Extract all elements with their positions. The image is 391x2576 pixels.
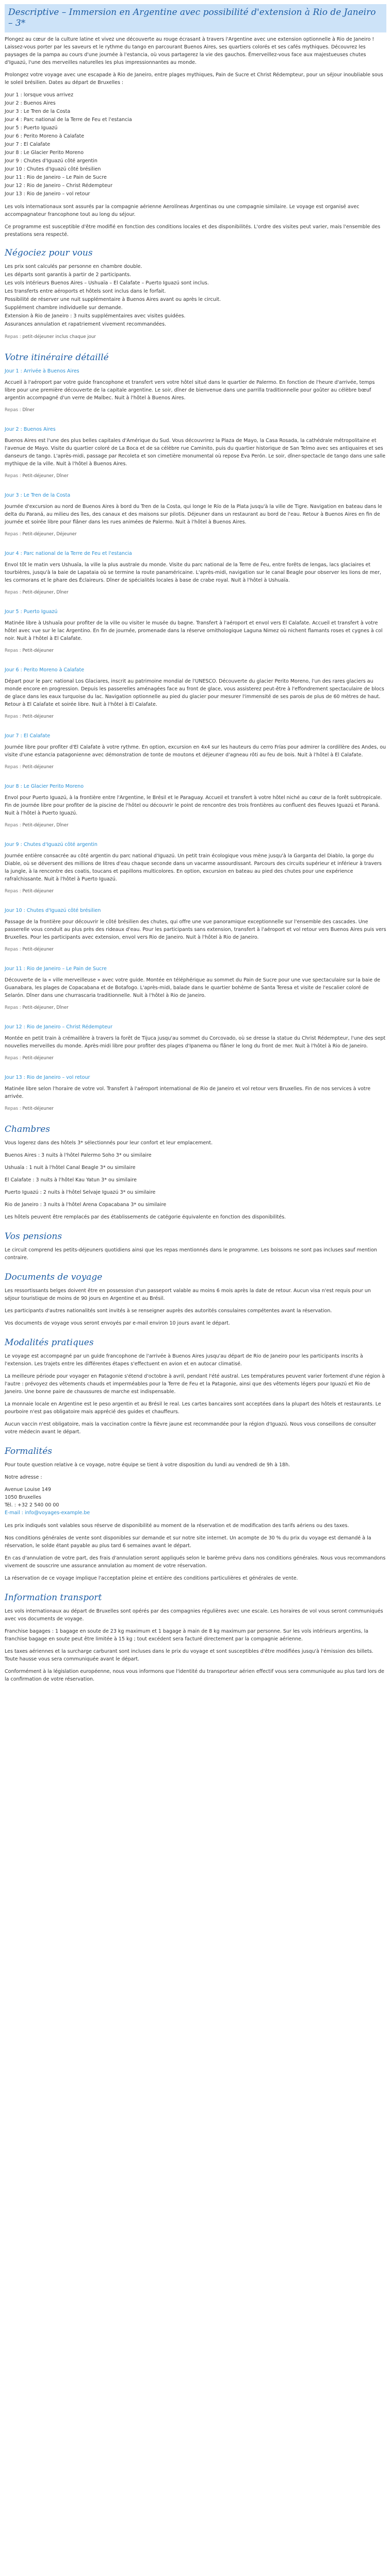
itinerary-days xyxy=(5,367,386,1113)
address-line: 1050 Bruxelles xyxy=(5,1495,41,1500)
day-meals xyxy=(5,764,386,771)
day-text: Matinée libre selon l'horaire de votre vol. Transfert à l'aéroport international de Rio de Janeiro et vol retour vers Bruxelles. Fin de nos services à votre arrivée. xyxy=(5,1086,371,1099)
chambres-line: Rio de Janeiro : 3 nuits à l'hôtel Arena Copacabana 3* ou similaire xyxy=(5,1202,167,1208)
meals-value: Petit-déjeuner xyxy=(22,765,54,770)
intro-paragraph: Prolongez votre voyage avec une escapade à Rio de Janeiro, entre plages mythiques, Pain de Sucre et Christ Rédempteur, pour un séjour inoubliable sous le soleil brésilien. Dates au départ de Bruxelles : xyxy=(5,72,383,86)
meals-label: Repas : xyxy=(5,532,21,537)
meals-label: Repas : xyxy=(5,765,21,770)
day-text: Départ pour le parc national Los Glaciares, inscrit au patrimoine mondial de l'UNESCO. Découverte du glacier Perito Moreno, l'un des rares glaciers au monde encore en progression. Depuis les passerelles aménagées face au front de glace, vous assisterez peut-être à l'effondrement spectaculaire de blocs de glace dans les eaux turquoise du lac. Navigation optionnelle au pied du glacier pour mesurer l'immensité de ses parois de plus de 60 mètres de haut. Retour à El Calafate et soirée libre. Nuit à l'hôtel à El Calafate. xyxy=(5,679,384,707)
address-line: Avenue Louise 149 xyxy=(5,1487,51,1493)
intro-paragraph: Plongez au cœur de la culture latine et vivez une découverte au rouge écrasant à travers l'Argentine avec une extension optionnelle à Rio de Janeiro ! Laissez-vous porter par les saveurs et le rythme du tango en parcourant Buenos Aires, ses quartiers colorés et ses cafés mythiques. Découvrez les paysages de la pampa au cours d'une journée à l'estancia, où vous partagerez la vie des gauchos. Émerveillez-vous face aux majestueuses chutes d'Iguazú, l'une des merveilles naturelles les plus impressionnantes au monde. xyxy=(5,37,374,65)
meals-label: Repas : xyxy=(5,947,21,952)
meals-label: Repas : xyxy=(5,648,21,653)
meals-value: Petit-déjeuner xyxy=(22,714,54,719)
day-block xyxy=(5,608,386,655)
list-item: Assurances annulation et rapatriement vivement recommandées. xyxy=(5,321,167,327)
section-title-documents: Documents de voyage xyxy=(5,1272,103,1282)
list-item: Jour 12 : Rio de Janeiro – Christ Rédempteur xyxy=(5,183,112,189)
day-text: Journée libre pour profiter d'El Calafate à votre rythme. En option, excursion en 4x4 sur les hauteurs du cerro Frías pour admirer la cordillère des Andes, ou visite d'une estancia patagonienne avec démonstration de tonte de moutons et déjeuner d'agneau rôti au feu de bois. Nuit à l'hôtel à El Calafate. xyxy=(5,744,386,758)
day-text: Matinée libre à Ushuaïa pour profiter de la ville ou visiter le musée du bagne. Transfert à l'aéroport et envol vers El Calafate. Accueil et transfert à votre hôtel avec vue sur le lac Argentino. En fin de journée, promenade dans la réserve ornithologique Laguna Nimez où nichent flamants roses et cygnes à col noir. Nuit à l'hôtel à El Calafate. xyxy=(5,620,383,641)
day-meals xyxy=(5,531,386,538)
list-item: Jour 6 : Perito Moreno à Calafate xyxy=(5,133,85,139)
list-item: Jour 3 : Le Tren de la Costa xyxy=(5,109,71,114)
day-text: Journée d'excursion au nord de Buenos Aires à bord du Tren de la Costa, qui longe le Río de la Plata jusqu'à la ville de Tigre. Navigation en bateau dans le delta du Paraná, au milieu des îles, des canaux et des maisons sur pilotis. Déjeuner dans un restaurant au bord de l'eau. Retour à Buenos Aires en fin de journée et soirée libre pour flâner dans les rues animées de Palermo. Nuit à l'hôtel à Buenos Aires. xyxy=(5,504,382,525)
day-block xyxy=(5,965,386,1012)
day-meals xyxy=(5,589,386,597)
dates-list xyxy=(5,91,386,198)
meals-label: Repas : xyxy=(5,714,21,719)
meals-label: Repas : xyxy=(5,1056,21,1061)
day-block xyxy=(5,732,386,771)
title-bar xyxy=(5,4,386,32)
list-item: Jour 10 : Chutes d'Iguazú côté brésilien xyxy=(5,166,101,172)
documents-paragraph: Les participants d'autres nationalités sont invités à se renseigner auprès des autorités consulaires compétentes avant la réservation. xyxy=(5,1308,332,1314)
day-text: Passage de la frontière pour découvrir le côté brésilien des chutes, qui offre une vue panoramique exceptionnelle sur l'ensemble des cascades. Une passerelle vous conduit au plus près des rideaux d'eau. Pour les participants sans extension, transfert à l'aéroport et vol retour vers Buenos Aires puis vers Bruxelles. Pour les participants avec extension, envol vers Rio de Janeiro. Nuit à l'hôtel à Rio de Janeiro. xyxy=(5,919,386,940)
day-meals xyxy=(5,946,386,954)
depart-list xyxy=(5,263,386,328)
day-title: Jour 8 : Le Glacier Perito Moreno xyxy=(5,784,84,789)
day-meals xyxy=(5,822,386,829)
day-meals xyxy=(5,647,386,655)
list-item: Jour 8 : Le Glacier Perito Moreno xyxy=(5,150,84,156)
list-item: Jour 11 : Rio de Janeiro – Le Pain de Sucre xyxy=(5,175,107,180)
list-item: Jour 2 : Buenos Aires xyxy=(5,100,56,106)
day-block xyxy=(5,550,386,597)
depart-meals xyxy=(5,333,386,341)
section-title-depart: Négociez pour vous xyxy=(5,248,93,258)
modalites-paragraph: Aucun vaccin n'est obligatoire, mais la vaccination contre la fièvre jaune est recommandée pour la région d'Iguazú. Nous vous conseillons de consulter votre médecin avant le départ. xyxy=(5,1421,377,1435)
day-title: Jour 6 : Perito Moreno à Calafate xyxy=(5,667,85,673)
chambres-note: Les hôtels peuvent être remplacés par des établissements de catégorie équivalente en fonction des disponibilités. xyxy=(5,1214,286,1220)
day-block xyxy=(5,367,386,414)
section-title-contact: Formalités xyxy=(5,1446,52,1456)
meals-value: Petit-déjeuner, Déjeuner xyxy=(22,532,77,537)
day-block xyxy=(5,907,386,954)
meals-value: Petit-déjeuner, Dîner xyxy=(22,590,69,595)
address-line[interactable]: E-mail : info@voyages-example.be xyxy=(5,1510,90,1516)
contact-paragraph: La réservation de ce voyage implique l'acceptation pleine et entière des conditions particulières et générales de vente. xyxy=(5,1575,298,1581)
day-text: Envol tôt le matin vers Ushuaïa, la ville la plus australe du monde. Visite du parc national de la Terre de Feu, entre forêts de lengas, lacs glaciaires et tourbières, jusqu'à la baie de Lapataia où se termine la route panaméricaine. L'après-midi, navigation sur le canal Beagle pour observer les lions de mer, les cormorans et le phare des Éclaireurs. Dîner de spécialités locales à base de crabe royal. Nuit à l'hôtel à Ushuaïa. xyxy=(5,562,381,583)
day-block xyxy=(5,492,386,538)
day-meals xyxy=(5,406,386,414)
day-block xyxy=(5,783,386,829)
section-title-info: Information transport xyxy=(5,1592,102,1603)
info-paragraph: Les vols internationaux au départ de Bruxelles sont opérés par des compagnies régulières avec une escale. Les horaires de vol vous seront communiqués avec vos documents de voyage. xyxy=(5,1608,383,1622)
meals-label: Repas : xyxy=(5,334,21,340)
section-title-chambres: Chambres xyxy=(5,1124,51,1134)
day-title: Jour 11 : Rio de Janeiro – Le Pain de Sucre xyxy=(5,966,107,972)
day-title: Jour 5 : Puerto Iguazú xyxy=(5,609,58,615)
list-item: Jour 4 : Parc national de la Terre de Feu et l'estancia xyxy=(5,117,132,123)
day-title: Jour 13 : Rio de Janeiro – vol retour xyxy=(5,1075,90,1080)
day-text: Journée entière consacrée au côté argentin du parc national d'Iguazú. Un petit train écologique vous mène jusqu'à la Garganta del Diablo, la gorge du Diable, où se déversent des millions de litres d'eau chaque seconde dans un vacarme assourdissant. Parcours des circuits supérieur et inférieur à travers la jungle, à la rencontre des coatis, toucans et papillons multicolores. En option, excursion en bateau au pied des chutes pour une expérience rafraîchissante. Nuit à l'hôtel à Puerto Iguazú. xyxy=(5,853,382,882)
meals-label: Repas : xyxy=(5,823,21,828)
contact-paragraph: En cas d'annulation de votre part, des frais d'annulation seront appliqués selon le barème prévu dans nos conditions générales. Nous vous recommandons vivement de souscrire une assurance annulation au moment de votre réservation. xyxy=(5,1555,386,1569)
list-item: Possibilité de réserver une nuit supplémentaire à Buenos Aires avant ou après le circuit. xyxy=(5,297,221,302)
list-item: Jour 7 : El Calafate xyxy=(5,142,51,147)
documents-paragraph: Vos documents de voyage vous seront envoyés par e-mail environ 10 jours avant le départ. xyxy=(5,1320,230,1326)
meals-value: Petit-déjeuner, Dîner xyxy=(22,473,69,479)
contact-paragraph: Pour toute question relative à ce voyage, notre équipe se tient à votre disposition du lundi au vendredi de 9h à 18h. xyxy=(5,1462,290,1468)
day-text: Découverte de la « ville merveilleuse » avec votre guide. Montée en téléphérique au sommet du Pain de Sucre pour une vue spectaculaire sur la baie de Guanabara, les plages de Copacabana et de Botafogo. L'après-midi, balade dans le quartier bohème de Santa Teresa et visite de l'escalier coloré de Selarón. Dîner dans une churrascaria traditionnelle. Nuit à l'hôtel à Rio de Janeiro. xyxy=(5,977,380,998)
meals-value: Petit-déjeuner xyxy=(22,947,54,952)
meals-value: Dîner xyxy=(22,408,35,413)
meals-value: Petit-déjeuner, Dîner xyxy=(22,1005,69,1010)
meals-label: Repas : xyxy=(5,1106,21,1111)
chambres-line: Buenos Aires : 3 nuits à l'hôtel Palermo Soho 3* ou similaire xyxy=(5,1153,152,1158)
chambres-line: Puerto Iguazú : 2 nuits à l'hôtel Selvaje Iguazú 3* ou similaire xyxy=(5,1190,156,1195)
meals-label: Repas : xyxy=(5,889,21,894)
list-item: Jour 9 : Chutes d'Iguazú côté argentin xyxy=(5,158,97,164)
day-title: Jour 4 : Parc national de la Terre de Feu et l'estancia xyxy=(5,551,132,556)
day-title: Jour 9 : Chutes d'Iguazú côté argentin xyxy=(5,842,97,848)
day-meals xyxy=(5,1004,386,1012)
section-title-modalites: Modalités pratiques xyxy=(5,1337,94,1348)
day-title: Jour 10 : Chutes d'Iguazú côté brésilien xyxy=(5,908,101,913)
list-item: Jour 5 : Puerto Iguazú xyxy=(5,125,58,131)
list-item: Jour 1 : lorsque vous arrivez xyxy=(5,92,74,98)
day-block xyxy=(5,1023,386,1062)
info-paragraph: Les taxes aériennes et la surcharge carburant sont incluses dans le prix du voyage et sont susceptibles d'être modifiées jusqu'à l'émission des billets. Toute hausse vous sera communiquée avant le départ. xyxy=(5,1649,373,1662)
day-block xyxy=(5,1074,386,1113)
day-text: Accueil à l'aéroport par votre guide francophone et transfert vers votre hôtel situé dans le quartier de Palermo. En fonction de l'heure d'arrivée, temps libre pour une première découverte de la capitale argentine. Le soir, dîner de bienvenue dans une parrilla traditionnelle pour goûter au célèbre bœuf argentin accompagné d'un verre de Malbec. Nuit à l'hôtel à Buenos Aires. xyxy=(5,380,375,401)
list-item: Les prix sont calculés par personne en chambre double. xyxy=(5,264,142,269)
list-item: Extension à Rio de Janeiro : 3 nuits supplémentaires avec visites guidées. xyxy=(5,313,186,319)
dates-footer: Les vols internationaux sont assurés par la compagnie aérienne Aerolíneas Argentinas ou une compagnie similaire. Le voyage est organisé avec accompagnateur francophone tout au long du séjour. xyxy=(5,204,360,217)
section-title-itinerary: Votre itinéraire détaillé xyxy=(5,352,109,363)
meals-value: Petit-déjeuner xyxy=(22,1056,54,1061)
list-item: Supplément chambre individuelle sur demande. xyxy=(5,305,123,311)
day-title: Jour 3 : Le Tren de la Costa xyxy=(5,493,71,498)
list-item: Les vols intérieurs Buenos Aires – Ushuaïa – El Calafate – Puerto Iguazú sont inclus. xyxy=(5,280,209,286)
day-text: Montée en petit train à crémaillère à travers la forêt de Tijuca jusqu'au sommet du Corcovado, où se dresse la statue du Christ Rédempteur, l'une des sept nouvelles merveilles du monde. Après-midi libre pour profiter des plages d'Ipanema ou flâner le long du front de mer. Nuit à l'hôtel à Rio de Janeiro. xyxy=(5,1036,386,1049)
list-item: Les départs sont garantis à partir de 2 participants. xyxy=(5,272,132,278)
meals-label: Repas : xyxy=(5,590,21,595)
day-meals xyxy=(5,713,386,721)
contact-address xyxy=(5,1486,386,1517)
day-title: Jour 7 : El Calafate xyxy=(5,733,51,739)
meals-value: Petit-déjeuner, Dîner xyxy=(22,823,69,828)
day-title: Jour 1 : Arrivée à Buenos Aires xyxy=(5,368,79,374)
contact-paragraph: Nos conditions générales de vente sont disponibles sur demande et sur notre site internet. Un acompte de 30 % du prix du voyage est demandé à la réservation, le solde étant payable au plus tard 6 semaines avant le départ. xyxy=(5,1535,371,1549)
day-meals xyxy=(5,888,386,895)
modalites-paragraph: La meilleure période pour voyager en Patagonie s'étend d'octobre à avril, pendant l'été austral. Les températures peuvent varier fortement d'une région à l'autre : prévoyez des vêtements chauds et imperméables pour la Terre de Feu et la Patagonie, ainsi que des vêtements légers pour Iguazú et Rio de Janeiro. Une bonne paire de chaussures de marche est indispensable. xyxy=(5,1374,385,1395)
meals-value: Petit-déjeuner xyxy=(22,648,54,653)
page-title: Descriptive – Immersion en Argentine avec possibilité d'extension à Rio de Janeiro – 3* xyxy=(8,7,376,28)
program-note: Ce programme est susceptible d'être modifié en fonction des conditions locales et des disponibilités. L'ordre des visites peut varier, mais l'ensemble des prestations sera respecté. xyxy=(5,224,381,238)
contact-paragraph: Les prix indiqués sont valables sous réserve de disponibilité au moment de la réservation et de modification des tarifs aériens ou des taxes. xyxy=(5,1523,349,1529)
day-meals xyxy=(5,1055,386,1062)
meals-value: petit-déjeuner inclus chaque jour xyxy=(22,334,96,340)
modalites-paragraph: La monnaie locale en Argentine est le peso argentin et au Brésil le real. Les cartes bancaires sont acceptées dans la plupart des hôtels et restaurants. Le pourboire n'est pas obligatoire mais apprécié des guides et chauffeurs. xyxy=(5,1401,381,1415)
chambres-line: El Calafate : 3 nuits à l'hôtel Kau Yatun 3* ou similaire xyxy=(5,1177,137,1183)
address-line: Tél. : +32 2 540 00 00 xyxy=(5,1502,59,1508)
modalites-paragraph: Le voyage est accompagné par un guide francophone de l'arrivée à Buenos Aires jusqu'au départ de Rio de Janeiro pour les participants inscrits à l'extension. Les trajets entre les différentes étapes s'effectuent en avion et en autocar climatisé. xyxy=(5,1353,363,1367)
meals-value: Petit-déjeuner xyxy=(22,1106,54,1111)
day-meals xyxy=(5,1105,386,1113)
list-item: Les transferts entre aéroports et hôtels sont inclus dans le forfait. xyxy=(5,289,166,294)
day-meals xyxy=(5,472,386,480)
meals-label: Repas : xyxy=(5,473,21,479)
day-text: Buenos Aires est l'une des plus belles capitales d'Amérique du Sud. Vous découvrirez la Plaza de Mayo, la Casa Rosada, la cathédrale métropolitaine et l'avenue de Mayo. Visite du quartier coloré de La Boca et de sa célèbre rue Caminito, puis du quartier historique de San Telmo avec ses antiquaires et ses danseurs de tango. L'après-midi, passage par Recoleta et son cimetière monumental où repose Eva Perón. Le soir, dîner-spectacle de tango dans une salle mythique de la ville. Nuit à l'hôtel à Buenos Aires. xyxy=(5,438,386,467)
day-block xyxy=(5,426,386,480)
day-block xyxy=(5,666,386,721)
list-item: Jour 13 : Rio de Janeiro – vol retour xyxy=(5,191,90,197)
meals-label: Repas : xyxy=(5,408,21,413)
info-paragraph: Conformément à la législation européenne, nous vous informons que l'identité du transporteur aérien effectif vous sera communiquée au plus tard lors de la confirmation de votre réservation. xyxy=(5,1669,385,1682)
section-title-pension: Vos pensions xyxy=(5,1231,62,1242)
info-paragraph: Franchise bagages : 1 bagage en soute de 23 kg maximum et 1 bagage à main de 8 kg maximum par personne. Sur les vols intérieurs argentins, la franchise bagage en soute peut être limitée à 15 kg ; tout excédent sera facturé directement par la compagnie aérienne. xyxy=(5,1629,369,1642)
pension-text: Le circuit comprend les petits-déjeuners quotidiens ainsi que les repas mentionnés dans le programme. Les boissons ne sont pas incluses sauf mention contraire. xyxy=(5,1247,377,1261)
day-title: Jour 12 : Rio de Janeiro – Christ Rédempteur xyxy=(5,1024,112,1030)
documents-paragraph: Les ressortissants belges doivent être en possession d'un passeport valable au moins 6 mois après la date de retour. Aucun visa n'est requis pour un séjour touristique de moins de 90 jours en Argentine et au Brésil. xyxy=(5,1288,371,1301)
chambres-line: Ushuaïa : 1 nuit à l'hôtel Canal Beagle 3* ou similaire xyxy=(5,1165,136,1171)
day-block xyxy=(5,841,386,895)
contact-address-label: Notre adresse : xyxy=(5,1475,42,1480)
chambres-intro: Vous logerez dans des hôtels 3* sélectionnés pour leur confort et leur emplacement. xyxy=(5,1140,213,1146)
day-title: Jour 2 : Buenos Aires xyxy=(5,427,56,432)
meals-value: Petit-déjeuner xyxy=(22,889,54,894)
day-text: Envol pour Puerto Iguazú, à la frontière entre l'Argentine, le Brésil et le Paraguay. Accueil et transfert à votre hôtel niché au cœur de la forêt subtropicale. Fin de journée libre pour profiter de la piscine de l'hôtel ou découvrir le point de rencontre des trois frontières au confluent des fleuves Iguazú et Paraná. Nuit à l'hôtel à Puerto Iguazú. xyxy=(5,795,382,816)
meals-label: Repas : xyxy=(5,1005,21,1010)
